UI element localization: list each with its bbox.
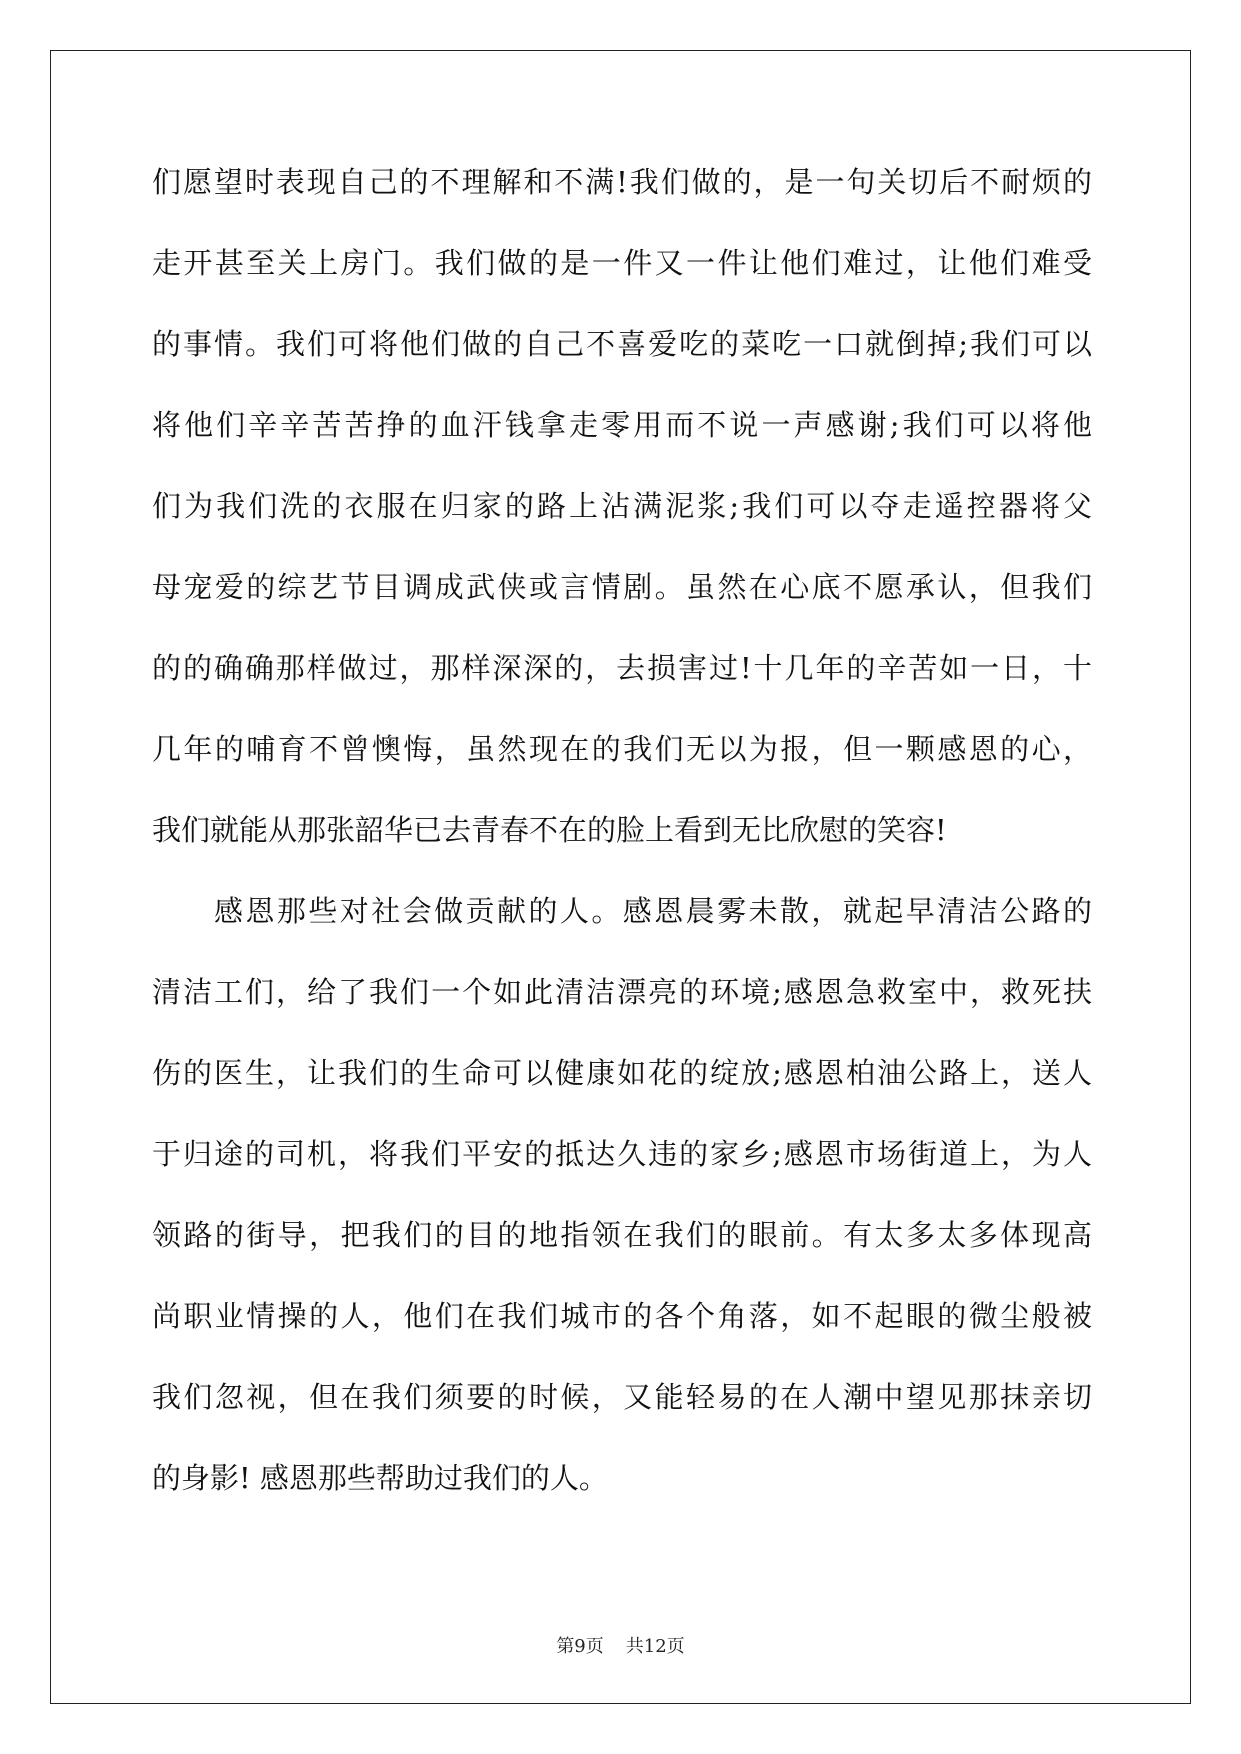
text-line: 清洁工们，给了我们一个如此清洁漂亮的环境;感恩急救室中，救死扶 xyxy=(152,975,1092,1009)
text-line: 我们忽视，但在我们须要的时候，又能轻易的在人潮中望见那抹亲切 xyxy=(152,1380,1092,1414)
text-line: 的的确确那样做过，那样深深的，去损害过!十几年的辛苦如一日，十 xyxy=(152,651,1092,685)
text-line: 领路的街导，把我们的目的地指领在我们的眼前。有太多太多体现高 xyxy=(152,1218,1092,1252)
text-line: 走开甚至关上房门。我们做的是一件又一件让他们难过，让他们难受 xyxy=(152,246,1092,280)
text-line: 们愿望时表现自己的不理解和不满!我们做的，是一句关切后不耐烦的 xyxy=(152,165,1092,199)
text-line: 几年的哺育不曾懊悔，虽然现在的我们无以为报，但一颗感恩的心， xyxy=(152,732,1092,766)
text-line: 将他们辛辛苦苦挣的血汗钱拿走零用而不说一声感谢;我们可以将他 xyxy=(152,408,1092,442)
text-line: 的事情。我们可将他们做的自己不喜爱吃的菜吃一口就倒掉;我们可以 xyxy=(152,327,1092,361)
page-number: 第9页 xyxy=(556,1636,604,1657)
paragraph-last-line: 我们就能从那张韶华已去青春不在的脸上看到无比欣慰的笑容! xyxy=(152,813,947,847)
paragraph-first-line: 感恩那些对社会做贡献的人。感恩晨雾未散，就起早清洁公路的 xyxy=(214,894,1092,928)
body-text xyxy=(152,162,1092,1539)
text-line: 于归途的司机，将我们平安的抵达久违的家乡;感恩市场街道上，为人 xyxy=(152,1137,1092,1171)
page-total: 共12页 xyxy=(625,1636,685,1657)
text-line: 母宠爱的综艺节目调成武侠或言情剧。虽然在心底不愿承认，但我们 xyxy=(152,570,1092,604)
text-line: 尚职业情操的人，他们在我们城市的各个角落，如不起眼的微尘般被 xyxy=(152,1299,1092,1333)
text-line: 们为我们洗的衣服在归家的路上沾满泥浆;我们可以夺走遥控器将父 xyxy=(152,489,1092,523)
paragraph-last-line: 的身影! 感恩那些帮助过我们的人。 xyxy=(152,1461,608,1495)
text-line: 伤的医生，让我们的生命可以健康如花的绽放;感恩柏油公路上，送人 xyxy=(152,1056,1092,1090)
page-footer xyxy=(0,1635,1241,1659)
